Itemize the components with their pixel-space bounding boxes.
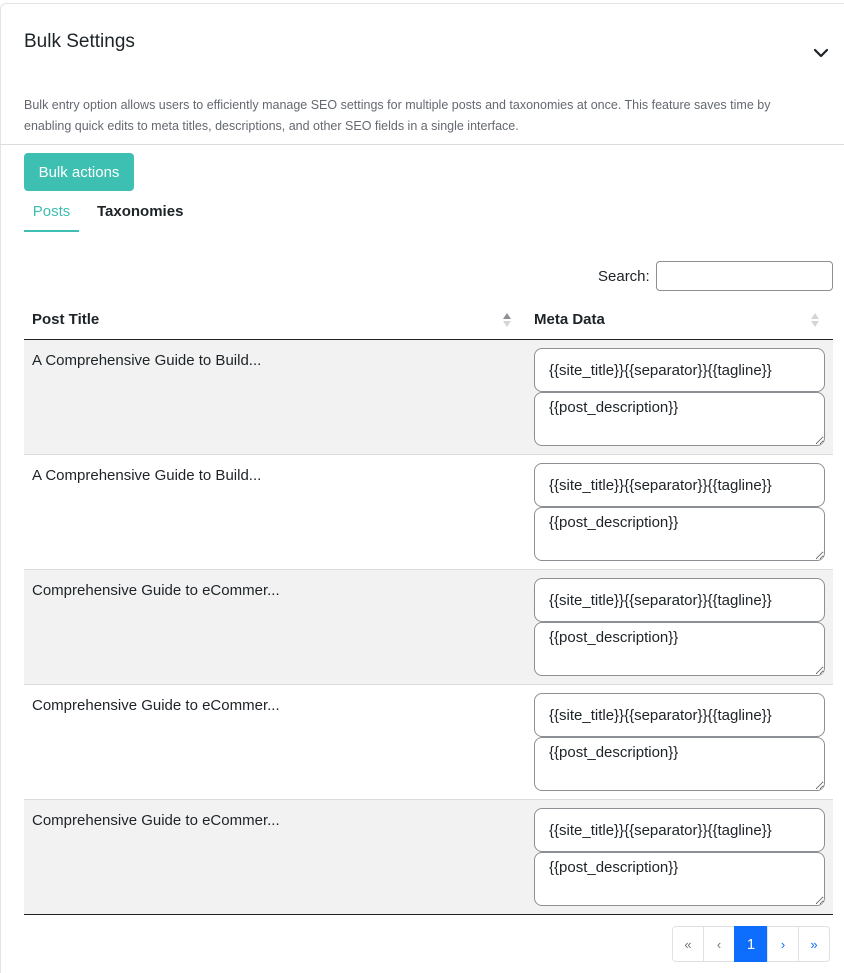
prev-page-button[interactable]: ‹ bbox=[703, 926, 735, 962]
next-page-button[interactable]: › bbox=[767, 926, 799, 962]
post-title: Comprehensive Guide to eCommer... bbox=[32, 582, 280, 599]
sort-icon[interactable] bbox=[810, 311, 820, 329]
table-header bbox=[24, 300, 833, 340]
meta-title-input[interactable] bbox=[534, 348, 825, 392]
post-title: Comprehensive Guide to eCommer... bbox=[32, 697, 280, 714]
column-header-meta-data[interactable]: Meta Data bbox=[534, 311, 605, 328]
panel-description: Bulk entry option allows users to efficiently manage SEO settings for multiple posts and taxonomies at once. This feature saves time by enabling quick edits to meta titles, descriptions, and other SEO fields in a single interface. bbox=[24, 98, 771, 133]
search-input[interactable] bbox=[656, 261, 833, 291]
table-row bbox=[24, 800, 833, 915]
page-1-button[interactable]: 1 bbox=[734, 926, 768, 962]
table-row bbox=[24, 685, 833, 800]
meta-title-input[interactable] bbox=[534, 463, 825, 507]
panel-title: Bulk Settings bbox=[24, 31, 135, 52]
meta-description-textarea[interactable] bbox=[534, 507, 825, 561]
table-row bbox=[24, 455, 833, 570]
tab-taxonomies[interactable]: Taxonomies bbox=[97, 203, 184, 220]
meta-description-textarea[interactable] bbox=[534, 622, 825, 676]
tab-posts[interactable]: Posts bbox=[24, 203, 79, 232]
table-row bbox=[24, 340, 833, 455]
first-page-button[interactable]: « bbox=[672, 926, 704, 962]
sort-asc-icon[interactable] bbox=[502, 311, 512, 329]
chevron-down-icon[interactable] bbox=[812, 44, 830, 62]
meta-description-textarea[interactable] bbox=[534, 392, 825, 446]
meta-description-textarea[interactable] bbox=[534, 737, 825, 791]
pagination bbox=[672, 926, 830, 962]
meta-title-input[interactable] bbox=[534, 693, 825, 737]
post-title: Comprehensive Guide to eCommer... bbox=[32, 812, 280, 829]
column-header-post-title[interactable]: Post Title bbox=[32, 311, 100, 328]
last-page-button[interactable]: » bbox=[798, 926, 830, 962]
bulk-actions-button[interactable]: Bulk actions bbox=[24, 153, 134, 191]
search-label: Search: bbox=[598, 268, 650, 285]
table-row bbox=[24, 570, 833, 685]
meta-title-input[interactable] bbox=[534, 578, 825, 622]
post-title: A Comprehensive Guide to Build... bbox=[32, 467, 262, 484]
meta-title-input[interactable] bbox=[534, 808, 825, 852]
post-title: A Comprehensive Guide to Build... bbox=[32, 352, 262, 369]
meta-description-textarea[interactable] bbox=[534, 852, 825, 906]
divider bbox=[0, 144, 844, 145]
